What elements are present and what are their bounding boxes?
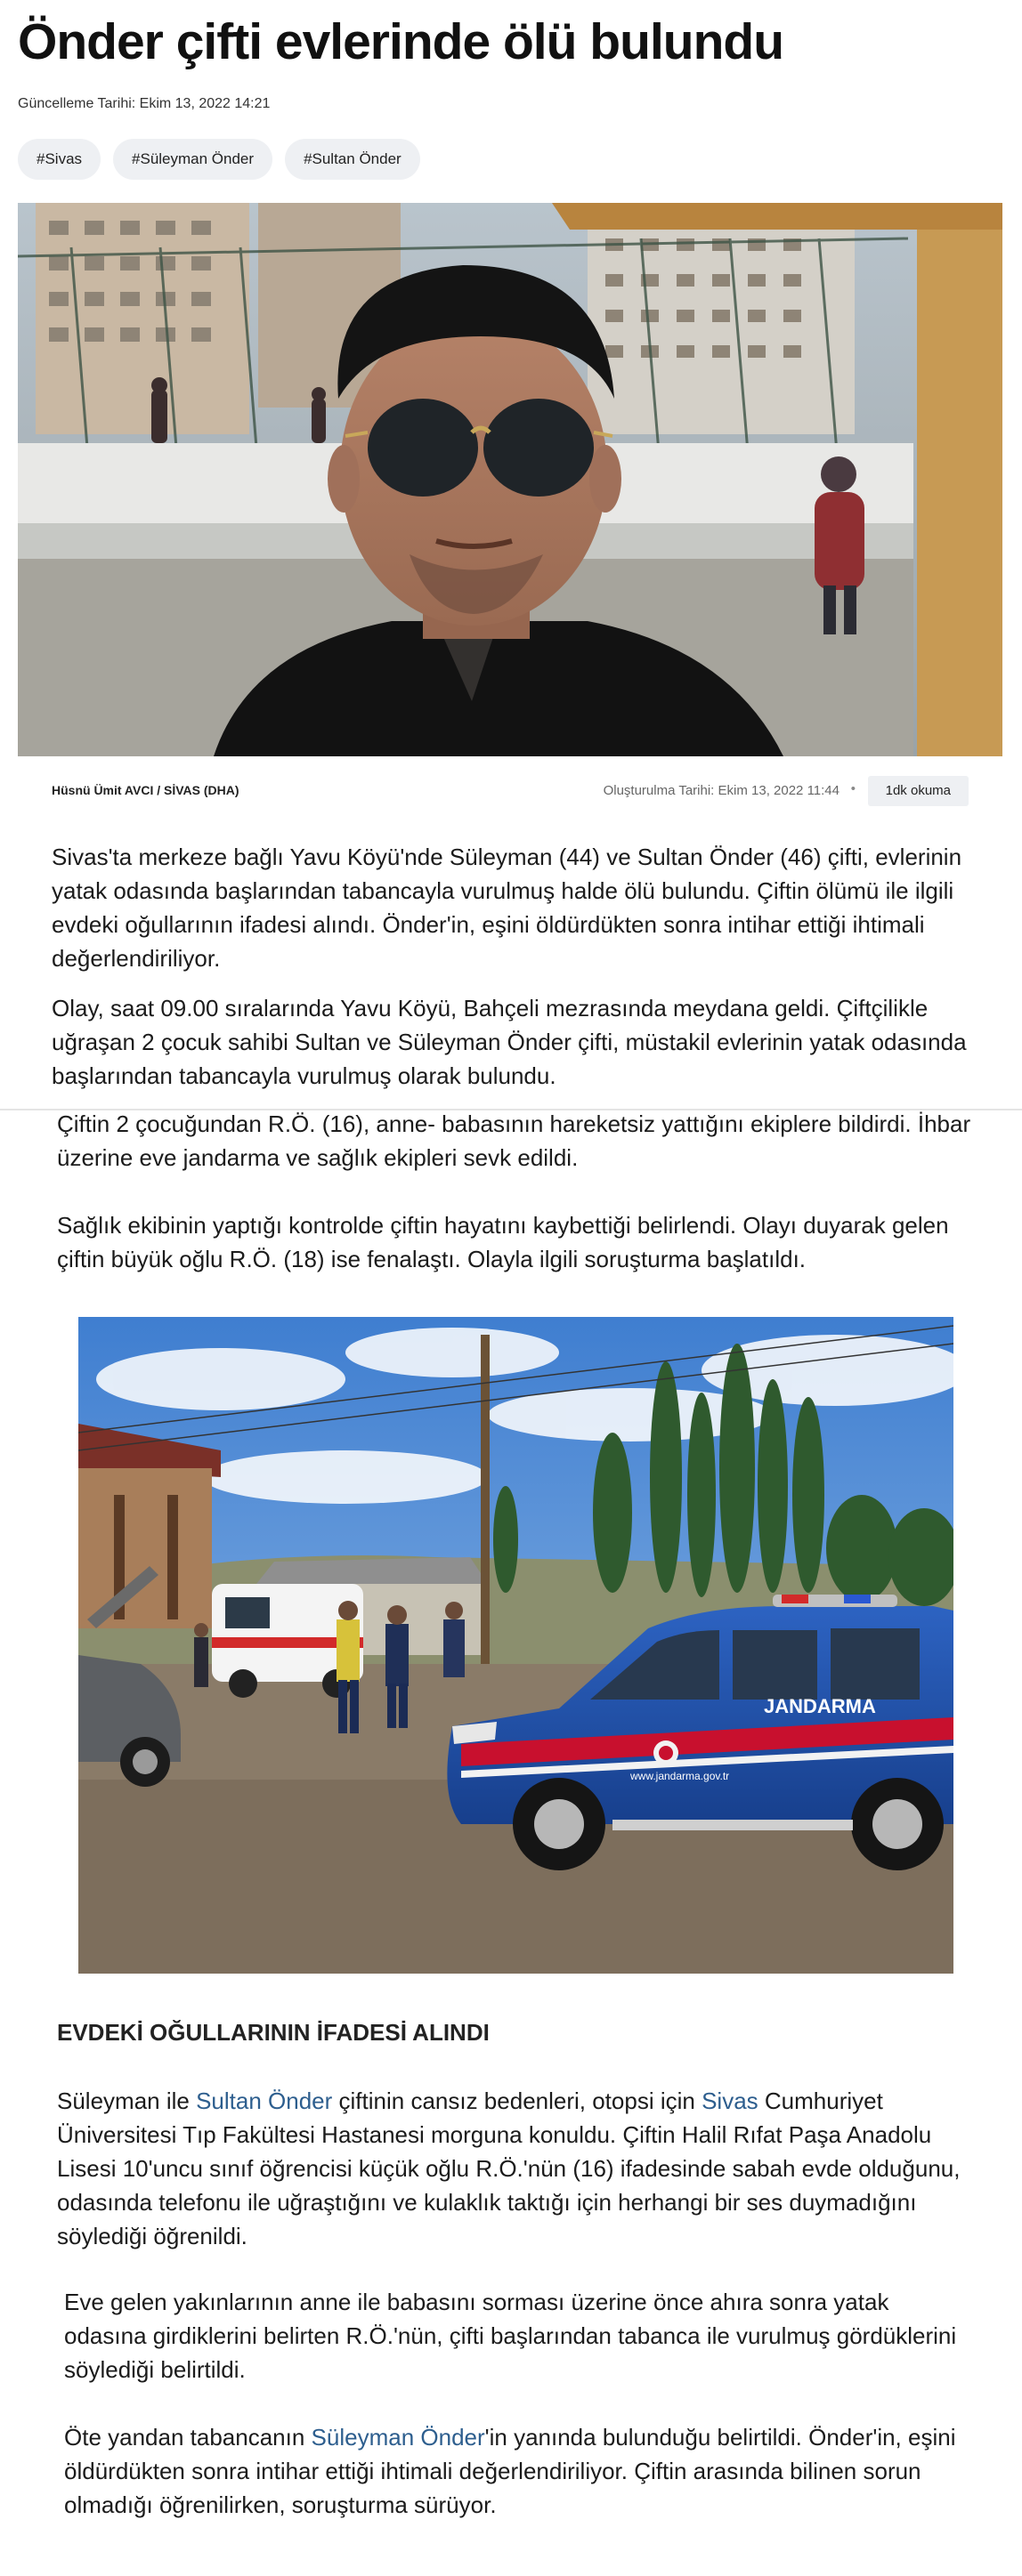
article-title: Önder çifti evlerinde ölü bulundu: [18, 13, 784, 70]
body-paragraph-4: Eve gelen yakınlarının anne ile babasını sorması üzerine önce ahıra sonra yatak odasına girdiklerini belirten R.Ö.'nün, çifti başlarından tabanca ile vurulmuş gördüklerini söylediği belirtildi.: [64, 2289, 957, 2383]
scene-photo: [78, 1317, 953, 1974]
article-body-3: [64, 2285, 972, 2556]
article-lead: [52, 840, 969, 1109]
meta-separator: •: [850, 781, 856, 796]
body-paragraph-1: Çiftin 2 çocuğundan R.Ö. (16), anne- babasının hareketsiz yattığını ekiplere bildirdi. İhbar üzerine eve jandarma ve sağlık ekipleri sevk edildi.: [57, 1110, 971, 1171]
updated-date: Güncelleme Tarihi: Ekim 13, 2022 14:21: [18, 96, 271, 111]
tag-suleyman-onder[interactable]: #Süleyman Önder: [113, 139, 272, 180]
created-date: Oluşturulma Tarihi: Ekim 13, 2022 11:44: [603, 783, 840, 798]
text-segment: Süleyman ile: [57, 2087, 197, 2114]
body-paragraph-5: [64, 2420, 972, 2522]
text-segment: çiftinin cansız bedenleri, otopsi için: [332, 2087, 702, 2114]
section-subheading: EVDEKİ OĞULLARININ İFADESİ ALINDI: [57, 2019, 490, 2046]
scene-image: [78, 1317, 953, 1974]
body-paragraph-3: [57, 2084, 965, 2253]
truck-lettering: JANDARMA: [764, 1695, 876, 1717]
article-body-2: [57, 2084, 965, 2253]
link-sivas[interactable]: Sivas: [702, 2087, 758, 2114]
author: Hüsnü Ümit AVCI / SİVAS (DHA): [52, 783, 239, 797]
lead-paragraph-2: Olay, saat 09.00 sıralarında Yavu Köyü, Bahçeli mezrasında meydana geldi. Çiftçilikle uğraşan 2 çocuk sahibi Sultan ve Süleyman Önder çifti, müstakil evlerinin yatak odasında başlarından tabancayla vurulmuş olarak bulundu.: [52, 995, 967, 1089]
body-paragraph-2: Sağlık ekibinin yaptığı kontrolde çiftin hayatını kaybettiği belirlendi. Olayı duyarak gelen çiftin büyük oğlu R.Ö. (18) ise fenalaştı. Olayla ilgili soruşturma başlatıldı.: [57, 1212, 949, 1272]
tag-list: [18, 139, 420, 180]
link-suleyman-onder[interactable]: Süleyman Önder: [311, 2424, 485, 2451]
truck-url: www.jandarma.gov.tr: [630, 1770, 730, 1782]
article-meta: [52, 776, 969, 806]
main-article-photo: [18, 203, 1002, 756]
lead-paragraph-1: Sivas'ta merkeze bağlı Yavu Köyü'nde Süleyman (44) ve Sultan Önder (46) çifti, evlerinin yatak odasında başlarından tabancayla vurulmuş halde ölü bulundu. Çiftin ölümü ile ilgili evdeki oğullarının ifadesi alındı. Önder'in, eşini öldürdükten sonra intihar ettiği ihtimali değerlendiriliyor.: [52, 844, 962, 972]
read-time-badge: 1dk okuma: [868, 776, 969, 806]
text-segment: 'in yanında bulunduğu belirtildi. Önder'in, eşini öldürdükten sonra intihar ettiği ihtimali değerlendiriliyor. Çiftin arasında bilinen sorun olmadığı öğrenilirken, soruşturma sürüyor.: [64, 2424, 956, 2518]
link-sultan-onder[interactable]: Sultan Önder: [196, 2087, 333, 2114]
tag-sivas[interactable]: #Sivas: [18, 139, 101, 180]
tag-sultan-onder[interactable]: #Sultan Önder: [285, 139, 420, 180]
text-segment: Cumhuriyet Üniversitesi Tıp Fakültesi Hastanesi morguna konuldu. Çiftin Halil Rıfat Paşa Anadolu Lisesi 10'uncu sınıf öğrencisi küçük oğlu R.Ö.'nün (16) ifadesinde sabah evde olduğunu, odasında telefonu ile uğraştığını ve kulaklık taktığı için herhangi bir ses duymadığını söylediği öğrenildi.: [57, 2087, 961, 2249]
selfie-image: [18, 203, 1002, 756]
article-body-1: [57, 1107, 974, 1310]
text-segment: Öte yandan tabancanın: [64, 2424, 312, 2451]
